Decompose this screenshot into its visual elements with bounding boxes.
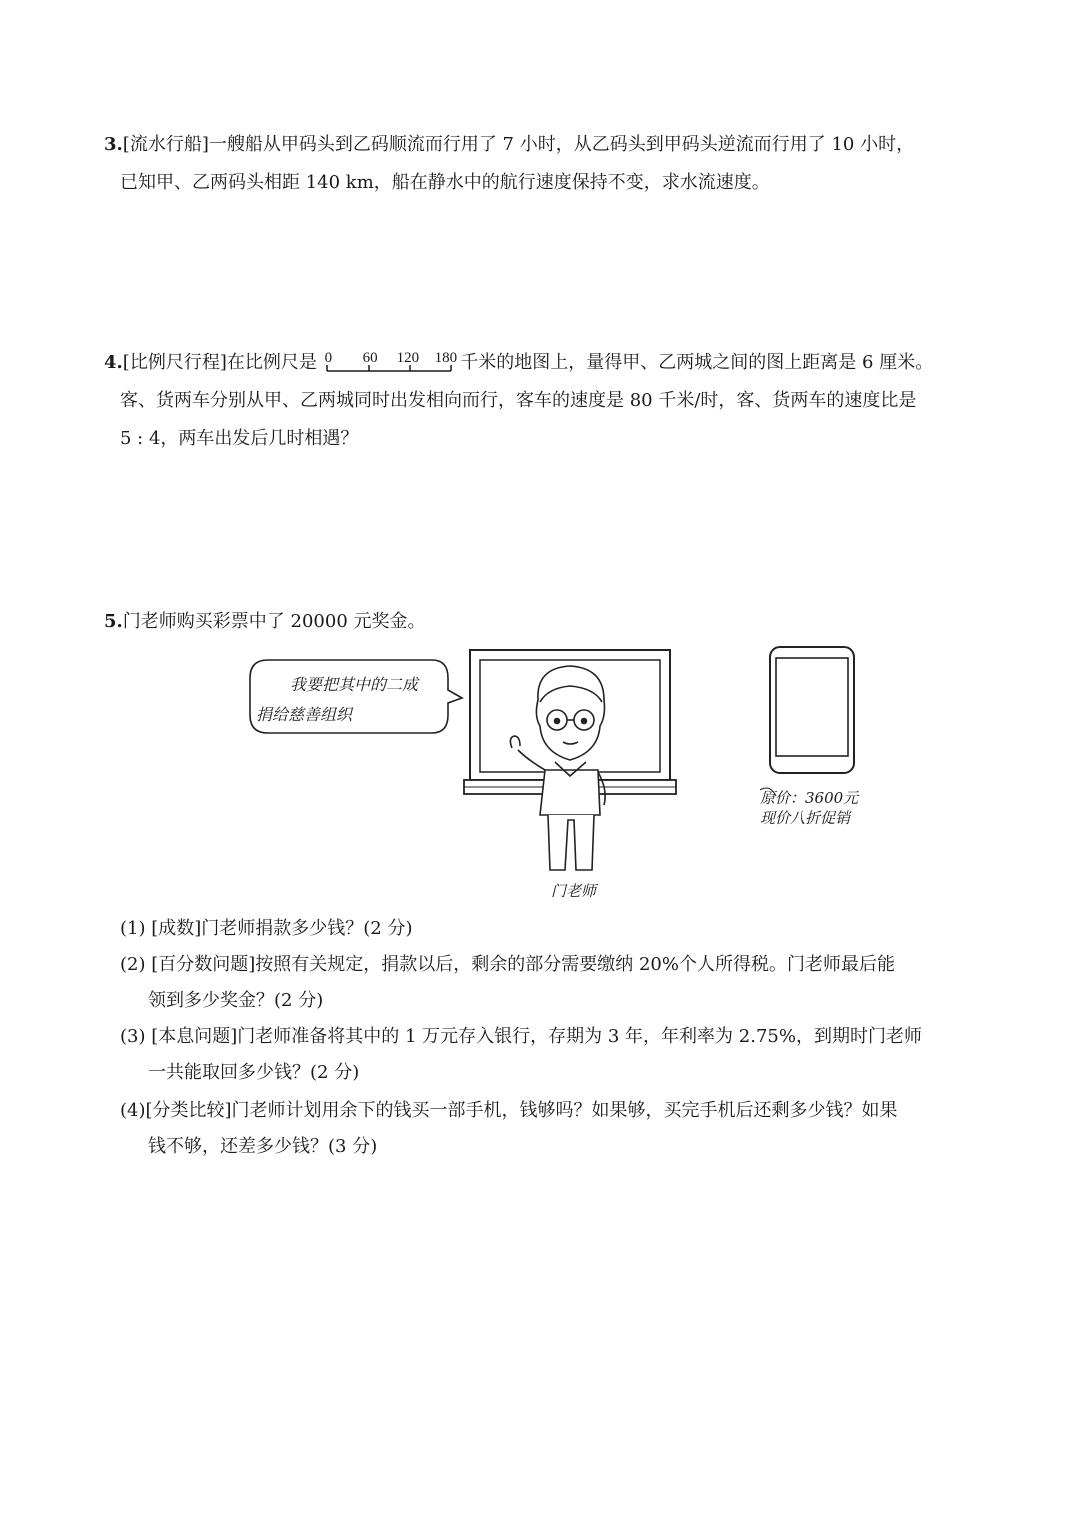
- scale-tick-120: 120: [396, 350, 420, 366]
- q4-number: 4.: [104, 352, 123, 373]
- q3-number: 3.: [104, 134, 123, 155]
- q5-number: 5.: [104, 611, 123, 632]
- q5-sub4-line1: (4)[分类比较]门老师计划用余下的钱买一部手机，钱够吗？如果够，买完手机后还剩多少钱？如果: [120, 1100, 898, 1121]
- phone-image: [760, 647, 854, 796]
- q4-line1: 4.[比例尺行程]在比例尺是 0 60 120 180 千米的地图上，量得甲、乙两城之间的图上距离是 6 厘米。: [104, 350, 934, 373]
- q5-sub4-line2: 钱不够，还差多少钱？(3 分): [148, 1136, 378, 1157]
- q5-sub2-line1: (2) [百分数问题]按照有关规定，捐款以后，剩余的部分需要缴纳 20%个人所得税。门老师最后能: [120, 954, 895, 975]
- q4-line2: 客、货两车分别从甲、乙两城同时出发相向而行，客车的速度是 80 千米/时，客、货两车的速度比是: [120, 390, 917, 411]
- q3-line2: 已知甲、乙两码头相距 140 km，船在静水中的航行速度保持不变，求水流速度。: [120, 172, 770, 193]
- phone-price-original: 原价：3600元: [760, 789, 859, 807]
- q5-line-intro: 5.门老师购买彩票中了 20000 元奖金。: [104, 611, 426, 632]
- scale-tick-0: 0: [324, 350, 333, 366]
- speech-bubble-line2: 捐给慈善组织: [256, 705, 353, 724]
- scale-tick-180: 180: [434, 350, 458, 366]
- teacher-name-label: 门老师: [551, 882, 597, 900]
- q5-sub1: (1) [成数]门老师捐款多少钱？(2 分): [120, 918, 413, 939]
- speech-bubble-line1: 我要把其中的二成: [290, 675, 419, 694]
- q5-sub3-line1: (3) [本息问题]门老师准备将其中的 1 万元存入银行，存期为 3 年，年利率为 2.75%，到期时门老师: [120, 1026, 922, 1047]
- q3-line1: 3.[流水行船]一艘船从甲码头到乙码顺流而行用了 7 小时，从乙码头到甲码头逆流而行用了 10 小时，: [104, 134, 915, 155]
- q5-sub3-line2: 一共能取回多少钱？(2 分): [148, 1062, 360, 1083]
- q5-sub2-line2: 领到多少奖金？(2 分): [148, 990, 324, 1011]
- scale-tick-60: 60: [362, 350, 378, 366]
- phone-price-discount: 现价八折促销: [760, 809, 851, 827]
- q4-line3: 5 : 4，两车出发后几时相遇？: [120, 428, 359, 449]
